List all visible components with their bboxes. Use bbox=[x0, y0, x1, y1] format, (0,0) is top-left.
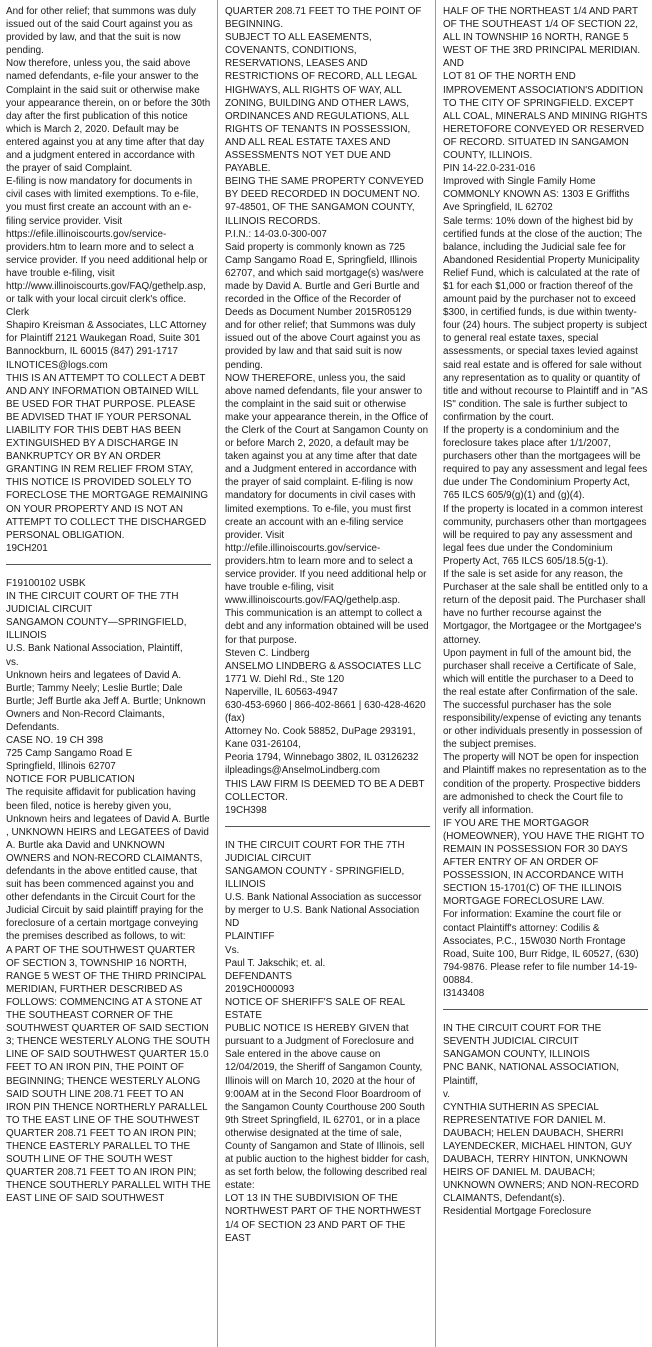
notice-paragraph: And for other relief; that summons was duly issued out of the said Court against you as provided by law, and that the suit is now pending. bbox=[6, 6, 196, 57]
notice-paragraph: BEING THE SAME PROPERTY CONVEYED BY DEED RECORDED IN DOCUMENT NO. 97-48501, OF THE SANGAMON COUNTY, ILLINOIS RECORDS. bbox=[225, 176, 424, 227]
notice-us-bank-19ch398 bbox=[6, 577, 211, 1206]
notice-separator bbox=[443, 1009, 648, 1010]
notice-paragraph: Said property is commonly known as 725 Camp Sangamo Road E, Springfield, Illinois 62707, and which said mortgage(s) was/were made by David A. Burtle and Geri Burtle and recorded in the Office of the Recorder of Deeds as Document Number 2015R05129 and for other relief; that Summons was duly issued out of the above Court against you as provided by law and that said suit is now pending. bbox=[225, 241, 424, 371]
notice-paragraph: THIS LAW FIRM IS DEEMED TO BE A DEBT COLLECTOR. bbox=[225, 778, 425, 803]
notice-paragraph: v. bbox=[443, 1088, 450, 1100]
notice-us-bank-19ch398-continued bbox=[225, 5, 430, 817]
notice-paragraph: F19100102 USBK bbox=[6, 577, 86, 589]
notice-paragraph: Peoria 1794, Winnebago 3802, IL 03126232 bbox=[225, 752, 419, 764]
notice-paragraph: Steven C. Lindberg bbox=[225, 647, 310, 659]
notice-paragraph: THIS IS AN ATTEMPT TO COLLECT A DEBT AND ANY INFORMATION OBTAINED WILL BE USED FOR THAT PURPOSE. PLEASE BE ADVISED THAT IF YOUR PERSONAL LIABILITY FOR THIS DEBT HAS BEEN EXTINGUISHED BY A DISCHARGE IN BANKRUPTCY OR BY AN ORDER GRANTING IN REM RELIEF FROM STAY, THIS NOTICE IS PROVIDED SOLELY TO FORECLOSE THE MORTGAGE REMAINING ON YOUR PROPERTY AND IS NOT AN ATTEMPT TO COLLECT THE DISCHARGED PERSONAL OBLIGATION. bbox=[6, 372, 209, 541]
notice-separator bbox=[6, 564, 211, 565]
notice-paragraph: 2019CH000093 bbox=[225, 983, 295, 995]
notice-paragraph: SANGAMON COUNTY, ILLINOIS bbox=[443, 1049, 590, 1061]
notice-paragraph: Unknown heirs and legatees of David A. Burtle; Tammy Neely; Leslie Burtle; Dale Burtle; Jeff Burtle aka Jeff A. Burtle; Unknown Owners and Non-Record Claimants, Defendants. bbox=[6, 669, 206, 733]
column-2 bbox=[225, 5, 430, 1245]
notice-paragraph: QUARTER 208.71 FEET TO THE POINT OF BEGINNING. bbox=[225, 6, 422, 31]
notice-paragraph: vs. bbox=[6, 656, 19, 668]
notice-paragraph: Sale terms: 10% down of the highest bid by certified funds at the close of the auction; The balance, including the Judicial sale fee for Abandoned Residential Property Municipality Relief Fund, which is calculated at the rate of $1 for each $1,000 or fraction thereof of the amount paid by the purchaser not to exceed $300, in certified funds, is due within twenty-four (24) hours. The subject property is subject to general real estate taxes, special assessments, or special taxes levied against said real estate and is offered for sale without any representation as to quality or quantity of title and without recourse to Plaintiff and in "AS IS" condition. The sale is further subject to confirmation by the court. bbox=[443, 215, 648, 423]
notice-paragraph: Now therefore, unless you, the said above named defendants, e-file your answer to the Complaint in the said suit or otherwise make your appearance therein, on or before the 30th day after the first publication of this notice which is March 2, 2020. Default may be entered against you at any time after that day and a judgment entered in accordance with the prayer of said Complaint. bbox=[6, 58, 211, 175]
notice-paragraph: PLAINTIFF bbox=[225, 931, 275, 943]
notice-paragraph: Paul T. Jakschik; et. al. bbox=[225, 957, 326, 969]
notice-paragraph: AND bbox=[443, 58, 464, 70]
notice-paragraph: NOW THEREFORE, unless you, the said above named defendants, file your answer to the complaint in the said suit or otherwise make your appearance therein, in the Office of the Clerk of the Court at Sangamon County on or before March 2, 2020, a default may be taken against you at any time after that date and a Judgment entered in accordance with the prayer of said complaint. E-filing is now mandatory for documents in civil cases with limited exemptions. To e-file, you must first create an account with an e-filing service provider. Visit http://efile.illinoiscourts.gov/service-providers.htm to learn more and to select a service provider. If you need additional help or have trouble e-filing, visit www.illinoiscourts.gov/FAQ/gethelp.asp. bbox=[225, 372, 429, 607]
notice-paragraph: E-filing is now mandatory for documents in civil cases with limited exemptions. To e-file, you must first create an account with an e-filing service provider. Visit https://efile.illinoiscourts.gov/service-providers.htm to learn more and to select a service provider. If you need additional help or have trouble e-filing, visit http://www.illinoiscourts.gov/FAQ/gethelp.asp, or talk with your local circuit clerk's office. bbox=[6, 176, 208, 306]
notice-paragraph: ANSELMO LINDBERG & ASSOCIATES LLC bbox=[225, 660, 422, 672]
notice-paragraph: IN THE CIRCUIT COURT FOR THE 7TH JUDICIAL CIRCUIT bbox=[225, 839, 405, 864]
notice-paragraph: 1771 W. Diehl Rd., Ste 120 bbox=[225, 673, 345, 685]
notice-paragraph: COMMONLY KNOWN AS: 1303 E Griffiths Ave Springfield, IL 62702 bbox=[443, 189, 630, 214]
notice-paragraph: 19CH201 bbox=[6, 542, 48, 554]
notice-paragraph: For information: Examine the court file or contact Plaintiff's attorney: Codilis & Associates, P.C., 15W030 North Frontage Road, Suite 100, Burr Ridge, IL 60527, (630) 794-9876. Please refer to file number 14-19-00884. bbox=[443, 909, 639, 986]
column-divider bbox=[435, 0, 436, 1347]
notice-paragraph: DEFENDANTS bbox=[225, 970, 292, 982]
notice-paragraph: NOTICE FOR PUBLICATION bbox=[6, 774, 135, 786]
notice-paragraph: U.S. Bank National Association, Plaintiff, bbox=[6, 643, 183, 655]
notice-paragraph: SANGAMON COUNTY—SPRINGFIELD, ILLINOIS bbox=[6, 617, 187, 642]
notice-paragraph: I3143408 bbox=[443, 988, 485, 1000]
notice-paragraph: PNC BANK, NATIONAL ASSOCIATION, Plaintiff, bbox=[443, 1062, 619, 1087]
notice-paragraph: PIN 14-22.0-231-016 bbox=[443, 163, 536, 175]
notice-paragraph: Attorney No. Cook 58852, DuPage 293191, Kane 031-26104, bbox=[225, 726, 416, 751]
column-1 bbox=[6, 5, 211, 1205]
notice-paragraph: The property will NOT be open for inspection and Plaintiff makes no representation as to the condition of the property. Prospective bidders are admonished to check the Court file to verify all information. bbox=[443, 752, 647, 816]
notice-separator bbox=[225, 826, 430, 827]
notice-paragraph: NOTICE OF SHERIFF'S SALE OF REAL ESTATE bbox=[225, 996, 405, 1022]
notice-paragraph: U.S. Bank National Association as successor by merger to U.S. Bank National Association ND bbox=[225, 892, 422, 930]
notice-paragraph: CASE NO. 19 CH 398 bbox=[6, 735, 104, 747]
notice-paragraph: 630-453-6960 | 866-402-8661 | 630-428-4620 (fax) bbox=[225, 699, 426, 725]
notice-sheriff-sale-2019ch000093-continued bbox=[443, 5, 648, 1000]
notice-pnc-bank-foreclosure bbox=[443, 1022, 648, 1218]
notice-paragraph: IN THE CIRCUIT COURT FOR THE SEVENTH JUDICIAL CIRCUIT bbox=[443, 1023, 602, 1048]
notice-paragraph: Improved with Single Family Home bbox=[443, 176, 596, 188]
notice-paragraph: 19CH398 bbox=[225, 804, 267, 816]
notice-paragraph: SUBJECT TO ALL EASEMENTS, COVENANTS, CONDITIONS, RESERVATIONS, LEASES AND RESTRICTIONS OF RECORD, ALL LEGAL HIGHWAYS, ALL RIGHTS OF WAY, ALL ZONING, BUILDING AND OTHER LAWS, ORDINANCES AND REGULATIONS, ALL RIGHTS OF TENANTS IN POSSESSION, AND ALL REAL ESTATE TAXES AND ASSESSMENTS NOT YET DUE AND PAYABLE. bbox=[225, 32, 417, 175]
notice-paragraph: HALF OF THE NORTHEAST 1/4 AND PART OF THE SOUTHEAST 1/4 OF SECTION 22, ALL IN TOWNSHIP 16 NORTH, RANGE 5 WEST OF THE 3RD PRINCIPAL MERIDIAN. bbox=[443, 6, 641, 57]
notice-paragraph: If the property is located in a common interest community, purchasers other than mortgagees will be required to pay any assessment and legal fees due under the Condominium Property Act, 765 ILCS 605/18.5(g-1). bbox=[443, 503, 647, 567]
notice-paragraph: 725 Camp Sangamo Road E bbox=[6, 748, 133, 760]
notice-paragraph: ilpleadings@AnselmoLindberg.com bbox=[225, 765, 380, 777]
notice-paragraph: A PART OF THE SOUTHWEST QUARTER OF SECTION 3, TOWNSHIP 16 NORTH, RANGE 5 WEST OF THE THIRD PRINCIPAL MERIDIAN, FURTHER DESCRIBED AS FOLLOWS: COMMENCING AT A STONE AT THE SOUTHEAST CORNER OF THE SOUTHWEST QUARTER OF SAID SECTION 3; THENCE WESTERLY ALONG THE SOUTH LINE OF SAID SOUTHWEST QUARTER 15.0 FEET TO AN IRON PIN, THE POINT OF BEGINNING; THENCE WESTERLY ALONG SAID SOUTH LINE 208.71 FEET TO AN IRON PIN THENCE NORTHERLY PARALLEL TO THE EAST LINE OF THE SOUTHWEST QUARTER 208.71 FEET TO AN IRON PIN; THENCE EASTERLY PARALLEL TO THE SOUTH LINE OF THE SOUTH WEST QUARTER 208.71 FEET TO AN IRON PIN; THENCE SOUTHERLY PARALLEL WITH THE EAST LINE OF SAID SOUTHWEST bbox=[6, 944, 211, 1205]
notice-paragraph: Residential Mortgage Foreclosure bbox=[443, 1206, 592, 1218]
notice-paragraph: CYNTHIA SUTHERIN AS SPECIAL REPRESENTATIVE FOR DANIEL M. DAUBACH; HELEN DAUBACH, SHERRI LAYENDECKER, MICHAEL HINTON, GUY DAUBACH, TERRY HINTON, UNKNOWN HEIRS OF DANIEL M. DAUBACH; UNKNOWN OWNERS; AND NON-RECORD CLAIMANTS, Defendant(s). bbox=[443, 1101, 639, 1205]
notice-paragraph: If the sale is set aside for any reason, the Purchaser at the sale shall be entitled only to a return of the deposit paid. The Purchaser shall have no further recourse against the Mortgagor, the Mortgagee or the Mortgagee's attorney. bbox=[443, 569, 648, 646]
notice-paragraph: Upon payment in full of the amount bid, the purchaser shall receive a Certificate of Sale, which will entitle the purchaser to a Deed to the real estate after Confirmation of the sale. The successful purchaser has the sole responsibility/expense of evicting any tenants or other individuals presently in possession of the subject premises. bbox=[443, 647, 643, 751]
notice-paragraph: SANGAMON COUNTY - SPRINGFIELD, ILLINOIS bbox=[225, 866, 405, 891]
notice-paragraph: IN THE CIRCUIT COURT OF THE 7TH JUDICIAL CIRCUIT bbox=[6, 591, 179, 616]
notice-paragraph: IF YOU ARE THE MORTGAGOR (HOMEOWNER), YOU HAVE THE RIGHT TO REMAIN IN POSSESSION FOR 30 DAYS AFTER ENTRY OF AN ORDER OF POSSESSION, IN ACCORDANCE WITH SECTION 15-1701(C) OF THE ILLINOIS MORTGAGE FORECLOSURE LAW. bbox=[443, 817, 645, 908]
notice-paragraph: LOT 81 OF THE NORTH END IMPROVEMENT ASSOCIATION'S ADDITION TO THE CITY OF SPRINGFIELD. EXCEPT ALL COAL, MINERALS AND MINING RIGHTS HERETOFORE CONVEYED OR RESERVED OF RECORD. SITUATED IN SANGAMON COUNTY, ILLINOIS. bbox=[443, 71, 648, 162]
notice-paragraph: Vs. bbox=[225, 944, 240, 956]
notice-paragraph: If the property is a condominium and the foreclosure takes place after 1/1/2007, purchasers other than the mortgagees will be required to pay any assessment and legal fees due under The Condominium Property Act, 765 ILCS 605/9(g)(1) and (g)(4). bbox=[443, 425, 648, 502]
notice-paragraph: P.I.N.: 14-03.0-300-007 bbox=[225, 228, 327, 240]
notice-paragraph: Clerk bbox=[6, 307, 30, 319]
notice-paragraph: PUBLIC NOTICE IS HEREBY GIVEN that pursuant to a Judgment of Foreclosure and Sale entered in the above cause on 12/04/2019, the Sheriff of Sangamon County, Illinois will on March 10, 2020 at the hour of 9:00AM at in the Second Floor Boardroom of the Sangamon County Courthouse 200 South 9th Street Springfield, IL 62701, or in a place otherwise designated at the time of sale, County of Sangamon and State of Illinois, sell at public auction to the highest bidder for cash, as set forth below, the following described real estate: bbox=[225, 1023, 430, 1192]
notice-paragraph: Shapiro Kreisman & Associates, LLC Attorney for Plaintiff 2121 Waukegan Road, Suite 301 Bannockburn, IL 60015 (847) 291-1717 ILNOTICES@logs.com bbox=[6, 320, 207, 371]
notice-sheriff-sale-2019ch000093 bbox=[225, 839, 430, 1245]
column-divider bbox=[217, 0, 218, 1347]
notice-paragraph: The requisite affidavit for publication having been filed, notice is hereby given you, Unknown heirs and legatees of David A. Burtle , UNKNOWN HEIRS and LEGATEES of David A. Burtle aka David and UNKNOWN OWNERS and NON-RECORD CLAIMANTS, defendants in the above entitled cause, that suit has been commenced against you and other defendants in the Circuit Court for the Judicial Circuit by said plaintiff praying for the foreclosure of a certain mortgage conveying the premises described as follows, to wit: bbox=[6, 787, 210, 943]
column-3 bbox=[443, 5, 648, 1219]
notice-paragraph: Springfield, Illinois 62707 bbox=[6, 761, 116, 773]
notice-paragraph: LOT 13 IN THE SUBDIVISION OF THE NORTHWEST PART OF THE NORTHWEST 1/4 OF SECTION 23 AND PART OF THE EAST bbox=[225, 1193, 422, 1244]
notice-shapiro-19ch201 bbox=[6, 5, 211, 555]
notice-paragraph: This communication is an attempt to collect a debt and any information obtained will be used for that purpose. bbox=[225, 608, 429, 646]
notice-paragraph: Naperville, IL 60563-4947 bbox=[225, 686, 338, 698]
